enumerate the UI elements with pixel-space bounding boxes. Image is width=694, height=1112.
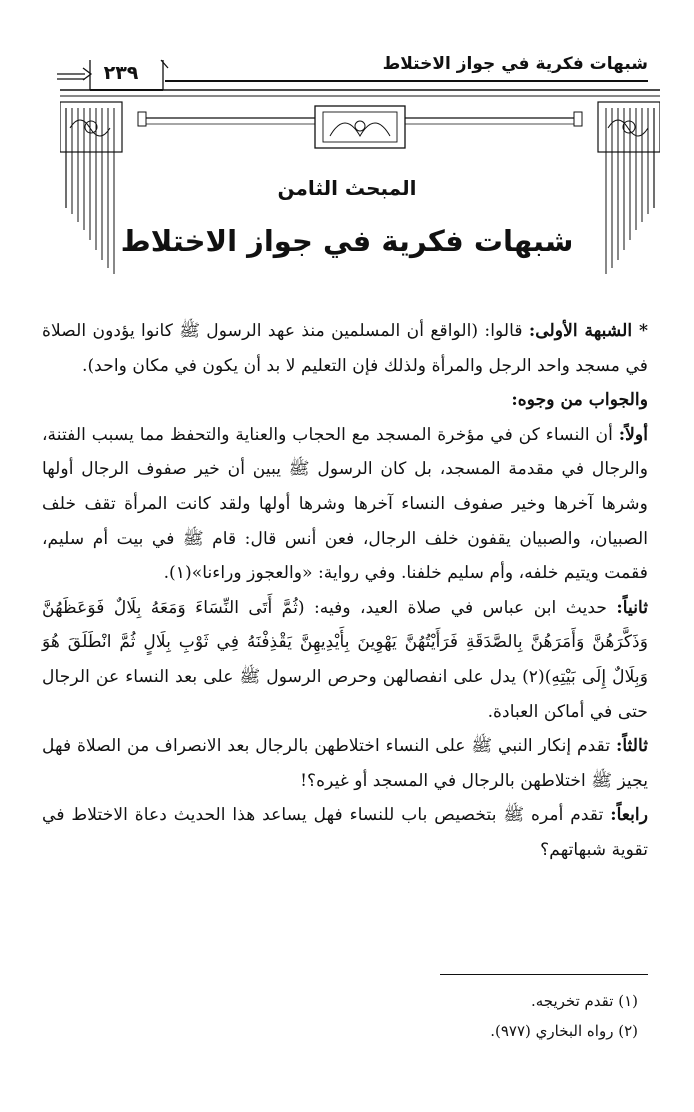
header-rule	[165, 80, 648, 82]
paragraph-first-doubt	[42, 314, 648, 383]
paragraph-second	[42, 591, 648, 729]
paragraph-text: حديث ابن عباس في صلاة العيد، وفيه: (ثُمَّ أَتَى النِّسَاءَ وَمَعَهُ بِلَالٌ فَوَعَظَهُنَّ وَذَكَّرَهُنَّ وَأَمَرَهُنَّ بِالصَّدَقَةِ فَرَأَيْتُهُنَّ يَهْوِينَ بِأَيْدِيهِنَّ يَقْذِفْنَهُ فِي ثَوْبِ بِلَالٍ ثُمَّ انْطَلَقَ هُوَ وَبِلَالٌ إِلَى بَيْتِهِ)(٢) يدل على انفصالهن وحرص الرسول ﷺ على بعد النساء عن الرجال حتى في أماكن العبادة.	[42, 597, 649, 722]
footnote-rule	[440, 974, 648, 975]
paragraph-text: أن النساء كن في مؤخرة المسجد مع الحجاب والعناية والتحفظ مما يسبب الفتنة، والرجال في مقدمة المسجد، بل كان الرسول ﷺ يبين أن خير صفوف الرجال أولها وشرها آخرها وخير صفوف النساء آخرها وشرها أولها ولقد كانت المرأة تقف خلف الصبيان، والصبيان يقفون خلف الرجال، فعن أنس قال: قام ﷺ في بيت أم سليم، فقمت ويتيم خلفه، وأم سليم خلفنا. وفي رواية: «والعجوز وراءنا»(١).	[42, 424, 648, 584]
paragraph-lead: * الشبهة الأولى:	[528, 321, 648, 341]
paragraph-third	[42, 729, 648, 798]
paragraph-text: تقدم أمره ﷺ بتخصيص باب للنساء فهل يساعد هذا الحديث دعاة الاختلاط في تقوية شبهاتهم؟	[42, 805, 648, 860]
chapter-title: شبهات فكرية في جواز الاختلاط	[120, 224, 574, 258]
paragraph-lead: ثالثاً:	[615, 736, 648, 757]
footnote: (٢) رواه البخاري (٩٧٧).	[490, 1022, 638, 1040]
footnotes	[42, 986, 638, 1046]
paragraph-lead: ثانياً:	[616, 597, 648, 618]
paragraph-fourth	[42, 798, 648, 867]
footnote: (١) تقدم تخريجه.	[530, 992, 638, 1010]
running-title: شبهات فكرية في جواز الاختلاط	[382, 54, 648, 74]
body-text	[42, 314, 648, 868]
paragraph-lead: رابعاً:	[610, 805, 648, 826]
answer-intro: والجواب من وجوه:	[511, 390, 648, 411]
paragraph-text: قالوا: (الواقع أن المسلمين منذ عهد الرسول ﷺ كانوا يؤدون الصلاة في مسجد واحد الرجل والمرأة ولذلك فإن التعليم لا بد أن يكون في مكان واحد).	[42, 321, 648, 376]
section-label: المبحث الثامن	[277, 176, 417, 200]
paragraph-lead: أولاً:	[618, 424, 648, 445]
paragraph-text: تقدم إنكار النبي ﷺ على النساء اختلاطهن بالرجال بعد الانصراف من الصلاة فهل يجيز ﷺ اختلاطهن بالرجال في المسجد أو غيره؟!	[42, 736, 648, 791]
page-number: ٢٣٩	[103, 62, 139, 84]
paragraph-first	[42, 418, 648, 591]
